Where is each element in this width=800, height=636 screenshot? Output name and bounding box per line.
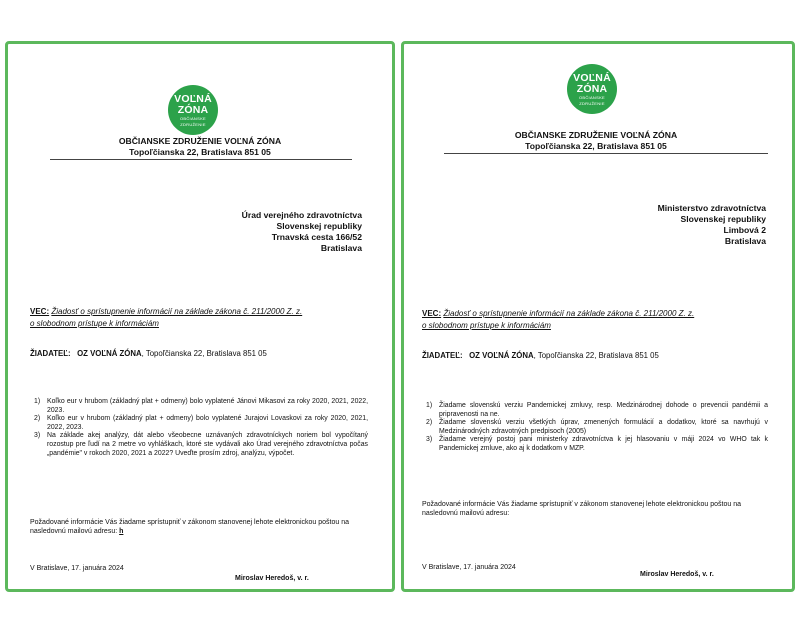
list-item: 1) Žiadame slovenskú verziu Pandemickej zmluvy, resp. Medzinárodnej dohode o prevencii pandémii a pripravenosti na ne. xyxy=(426,402,768,418)
list-item: 2) Žiadame slovenskú verziu všetkých úprav, zmenených formulácií a dodatkov, ktoré sa navrhujú v Medzinárodných zdravotných predpisoch (2005) xyxy=(426,419,768,435)
subject-label: VEC: xyxy=(422,309,442,318)
org-header xyxy=(404,130,788,152)
request-list xyxy=(30,398,368,458)
email-address: h xyxy=(119,528,124,535)
applicant-name: OZ VOĽNÁ ZÓNA xyxy=(77,349,142,358)
subject-line-1: Žiadosť o sprístupnenie informácií na základe zákona č. 211/2000 Z. z. xyxy=(443,309,695,318)
org-address: Topoľčianska 22, Bratislava 851 05 xyxy=(129,147,271,157)
place-date: V Bratislave, 17. januára 2024 xyxy=(422,564,516,571)
recipient-line: Ministerstvo zdravotníctva xyxy=(657,203,766,213)
recipient-line: Bratislava xyxy=(320,243,362,253)
recipient-line: Úrad verejného zdravotníctva xyxy=(241,210,362,220)
recipient-block xyxy=(242,210,362,254)
subject-label: VEC: xyxy=(30,307,50,316)
subject-line-2: o slobodnom prístupe k informáciám xyxy=(30,319,159,328)
list-item: 2) Koľko eur v hrubom (základný plat + odmeny) bolo vyplatené Jurajovi Lovaskovi za roky 2020, 2021, 2022, 2023. xyxy=(34,415,368,431)
document-right xyxy=(401,41,795,592)
recipient-line: Slovenskej republiky xyxy=(680,214,766,224)
subject-line-1: Žiadosť o sprístupnenie informácií na základe zákona č. 211/2000 Z. z. xyxy=(51,307,303,316)
subject xyxy=(422,308,782,332)
logo-volna-zona: VOĽNÁ ZÓNA OBČIANSKE ZDRUŽENIE xyxy=(168,85,218,135)
request-list xyxy=(422,402,768,454)
list-item: 3) Na základe akej analýzy, dát alebo všeobecne uznávaných zdravotníckych noriem bol vypočítaný rozostup pre ľudí na 2 metre vo vyhláškach, ktoré ste vydávali ako Úrad verejného zdravotníctva počas „pandémie" v rokoch 2020, 2021 a 2022? Uveďte prosím zdroj, analýzu, výpočet. xyxy=(34,432,368,457)
recipient-line: Bratislava xyxy=(724,236,766,246)
list-item: 1) Koľko eur v hrubom (základný plat + odmeny) bolo vyplatené Jánovi Mikasovi za roky 2020, 2021, 2022, 2023. xyxy=(34,398,368,414)
signature-name: Miroslav Heredoš, v. r. xyxy=(235,575,309,582)
logo-volna-zona: VOĽNÁ ZÓNA OBČIANSKE ZDRUŽENIE xyxy=(567,64,617,114)
applicant-address: , Topoľčianska 22, Bratislava 851 05 xyxy=(141,349,267,358)
recipient-line: Slovenskej republiky xyxy=(276,221,362,231)
org-address: Topoľčianska 22, Bratislava 851 05 xyxy=(525,141,667,151)
closing-paragraph: Požadované informácie Vás žiadame sprístupniť v zákonom stanovenej lehote elektronickou poštou na nasledovnú mailovú adresu: xyxy=(422,501,741,517)
recipient-line: Trnavská cesta 166/52 xyxy=(271,232,362,242)
org-header xyxy=(8,136,392,158)
applicant xyxy=(422,351,659,361)
subject xyxy=(30,306,385,330)
subject-line-2: o slobodnom prístupe k informáciám xyxy=(422,321,551,330)
list-item: 3) Žiadame verejný postoj pani ministerky zdravotníctva k jej hlasovaniu v máji 2024 vo WHO tak k Pandemickej zmluve, ako aj k dodatkom v MZP. xyxy=(426,436,768,452)
applicant-label: ŽIADATEĽ: xyxy=(422,351,463,360)
document-left xyxy=(5,41,395,592)
org-name: OBČIANSKE ZDRUŽENIE VOĽNÁ ZÓNA xyxy=(118,136,282,146)
applicant-address: , Topoľčianska 22, Bratislava 851 05 xyxy=(533,351,659,360)
header-divider xyxy=(444,153,768,154)
recipient-block xyxy=(658,203,766,247)
applicant-name: OZ VOĽNÁ ZÓNA xyxy=(469,351,534,360)
place-date: V Bratislave, 17. januára 2024 xyxy=(30,565,124,572)
closing-paragraph: Požadované informácie Vás žiadame sprístupniť v zákonom stanovenej lehote elektronickou poštou na nasledovnú mailovú adresu: h xyxy=(30,519,349,535)
org-name: OBČIANSKE ZDRUŽENIE VOĽNÁ ZÓNA xyxy=(514,130,678,140)
applicant-label: ŽIADATEĽ: xyxy=(30,349,71,358)
header-divider xyxy=(50,159,352,160)
signature-name: Miroslav Heredoš, v. r. xyxy=(640,571,714,578)
applicant xyxy=(30,349,267,359)
recipient-line: Limbová 2 xyxy=(723,225,766,235)
